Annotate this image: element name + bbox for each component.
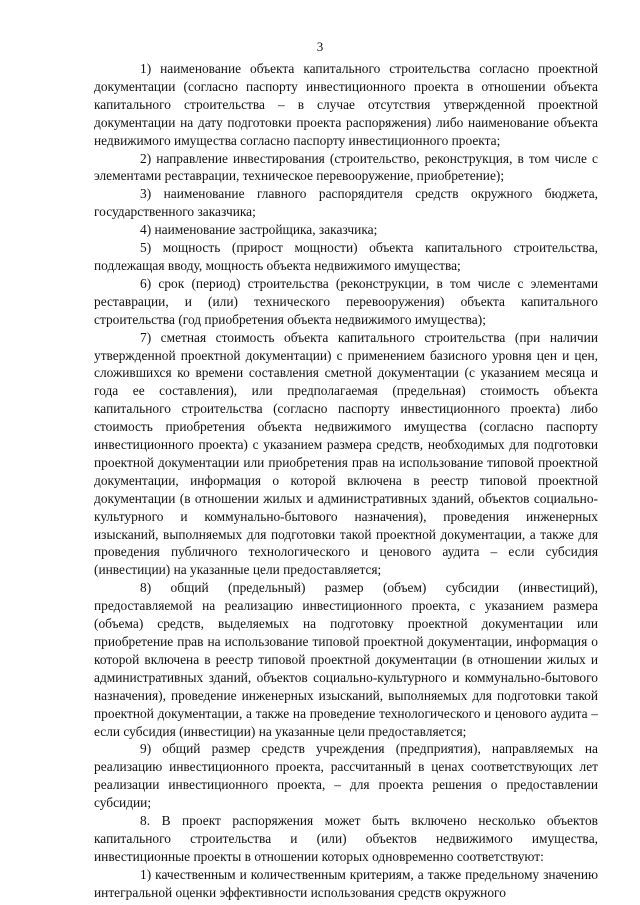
paragraph-item-6: 6) срок (период) строительства (реконструкции, в том числе с элементами реставрации, и (или) технического перевооружения) объекта капитального строительства (год приобретения объекта недвижимого имущества); xyxy=(94,275,598,327)
section-8-item-1: 1) качественным и количественным критериям, а также предельному значению интегральной оценки эффективности использования средств окружного xyxy=(94,866,598,900)
paragraph-item-3: 3) наименование главного распорядителя средств окружного бюджета, государственного заказчика; xyxy=(94,186,598,220)
section-8-paragraph: 8. В проект распоряжения может быть включено несколько объектов капитального строительства и (или) объектов недвижимого имущества, инвестиционные проекты в отношении которых одновременно соответствуют: xyxy=(94,813,598,864)
paragraph-item-2: 2) направление инвестирования (строительство, реконструкция, в том числе с элементами реставрации, техническое перевооружение, приобретение); xyxy=(94,150,598,184)
paragraph-item-5: 5) мощность (прирост мощности) объекта капитального строительства, подлежащая вводу, мощность объекта недвижимого имущества; xyxy=(94,240,598,273)
paragraph-item-1: 1) наименование объекта капитального строительства согласно проектной документации (согласно паспорту инвестиционного проекта в отношении объекта капитального строительства – в случае отсутствия утвержденной проектной документации на дату подготовки проекта распоряжения) либо наименование объекта недвижимого имущества согласно паспорту инвестиционного проекта; xyxy=(94,61,598,148)
document-body xyxy=(94,60,598,902)
paragraph-item-9: 9) общий размер средств учреждения (предприятия), направляемых на реализацию инвестиционного проекта, рассчитанный в ценах соответствующих лет реализации инвестиционного проекта, – для проекта решения о предоставлении субсидии; xyxy=(94,741,598,811)
paragraph-item-7: 7) сметная стоимость объекта капитального строительства (при наличии утвержденной проектной документации) с применением базисного уровня цен и цен, сложившихся ко времени составления сметной документации (с указанием месяца и года ее составления), или предполагаемая (предельная) стоимость объекта капитального строительства (согласно паспорту инвестиционного проекта) либо стоимость приобретения объекта недвижимого имущества (согласно паспорту инвестиционного проекта) с указанием размера средств, необходимых для подготовки проектной документации или приобретения прав на использование типовой проектной документации, информация о которой включена в реестр типовой проектной документации (в отношении жилых и административных зданий, объектов социально-культурного и коммунально-бытового назначения), проведения инженерных изысканий, выполняемых для подготовки такой проектной документации, а также для проведения публичного технологического и ценового аудита – если субсидия (инвестиции) на указанные цели предоставляется; xyxy=(94,329,598,578)
page-number: 3 xyxy=(316,39,324,54)
paragraph-item-4: 4) наименование застройщика, заказчика; xyxy=(140,222,378,238)
paragraph-item-8: 8) общий (предельный) размер (объем) субсидии (инвестиций), предоставляемой на реализацию инвестиционного проекта, с указанием размера (объема) средств, выделяемых на подготовку проектной документации или приобретение прав на использование типовой проектной документации, информация о которой включена в реестр типовой проектной документации (в отношении жилых и административных зданий, объектов социально-культурного и коммунально-бытового назначения), проведение инженерных изысканий, выполняемых для подготовки такой проектной документации, а также на проведение технологического и ценового аудита – если субсидия (инвестиции) на указанные цели предоставляется; xyxy=(94,580,598,739)
